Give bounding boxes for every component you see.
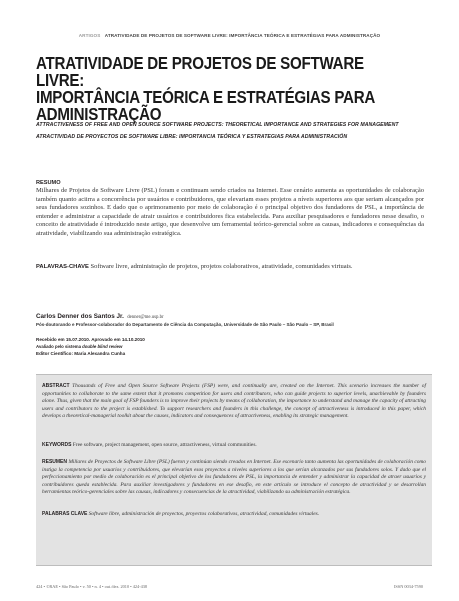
- abstract-box: [36, 374, 432, 566]
- author-line: [36, 313, 436, 322]
- title-line-1: ATRATIVIDADE DE PROJETOS DE SOFTWARE LIVRE:: [36, 53, 364, 90]
- footer-issn: ISSN 0034-7590: [393, 584, 423, 589]
- author-affiliation: Pós-doutorando e Professor-colaborador do Departamento de Ciência da Computação, Universidade de São Paulo – São Paulo – SP, Brasil: [36, 322, 334, 327]
- received-date: Recebido em 15.07.2010. Aprovado em 14.10.2010: [36, 337, 145, 342]
- resumen-text: Millares de Proyectos de Software Libre (PSL) fueron y continúan siendo creados en Internet. Ese escenario tanto aumenta las oportunidades de colaboración como instiga la competencia por usuarios y contribuidores, que elevarían esos proyectos a niveles superiores a los que serían alcanzados por sus fundadores solos. Y dado que el perfeccionamiento por medio de colaboración es el principal objetivo de los fundadores de PSL, la importancia de entender y administrar la capacidad de atraer usuarios y contribuidores queda establecida. Para auxiliar investigadores y fundadores en ese desafío, en este artículo se introduce el concepto de atractividad y se desarrollan herramientas teórico-gerenciales sobre las causas, indicadores y consecuencias de la atractividad, viabilizando su administración estratégica.: [42, 459, 426, 495]
- keywords-english: [42, 442, 426, 450]
- running-title: ATRATIVIDADE DE PROJETOS DE SOFTWARE LIVRE: IMPORTÂNCIA TEÓRICA E ESTRATÉGIAS PARA ADMINISTRAÇÃO: [104, 33, 381, 38]
- palavras-chave: [36, 263, 426, 271]
- resumen-spanish: [42, 459, 426, 497]
- palavras-chave-label: PALAVRAS-CHAVE: [36, 264, 89, 270]
- abstract-text: Thousands of Free and Open Source Software Projects (FSP) were, and continually are, created on the Internet. This scenario increases the number of opportunities to collaborate to the same extent that it promotes competition for users and contributors, who can guide projects to superior levels, unachievable by founders alone. Thus, given that the main goal of FSP founders is to improve their projects by means of collaboration, the importance to understand and manage the capacity of attracting users and contributors to the project is established. To support researchers and founders in this challenge, the concept of attractiveness is introduced in this paper, which develops a theoretical-managerial toolkit about the causes, indicators and consequences of attractiveness, enabling its strategic management.: [42, 383, 426, 419]
- resumo-heading: RESUMO: [36, 180, 61, 186]
- abstract-english: [42, 383, 426, 421]
- resumen-label: RESUMEN: [42, 459, 68, 465]
- review-type: double blind review: [82, 344, 123, 349]
- review-prefix: Avaliado pelo sistema: [36, 344, 83, 349]
- keywords-text: Free software, project management, open source, attractiveness, virtual communities.: [71, 442, 257, 448]
- palabras-clave-label: PALABRAS CLAVE: [42, 511, 88, 517]
- abstract-label: ABSTRACT: [42, 383, 70, 389]
- english-title: ATTRACTIVENESS OF FREE AND OPEN SOURCE SOFTWARE PROJECTS: THEORETICAL IMPORTANCE AND STRATEGIES FOR MANAGEMENT: [36, 122, 399, 128]
- resumo-text: Milhares de Projetos de Software Livre (PSL) foram e continuam sendo criados na Internet. Esse cenário aumenta as oportunidades de colaboração também quanto aciirra a concorrência por usuários e contribuidores, que elevariam esses projetos a níveis superiores aos que seriam alcançados por seus fundadores sozinhos. E dado que o aprimoramento por meio de colaboração é o principal objetivo dos fundadores de PSL, a importância de entender e administrar a capacidade de atrair usuários e contribuidores fica estabelecida. Para auxiliar pesquisadores e fundadores nesse desafio, o conceito de atratividade é introduzido neste artigo, que desenvolve um ferramental teórico-gerencial sobre as causas, indicadores e consequências da atratividade, viabilizando sua administração estratégica.: [36, 187, 424, 237]
- palabras-clave-text: Software libre, administración de proyectos, proyectos colaborativos, atractividad, comunidades virtuales.: [87, 511, 320, 517]
- title-line-2: IMPORTÂNCIA TEÓRICA E ESTRATÉGIAS PARA: [36, 87, 376, 107]
- title-line-3: ADMINISTRAÇÃO: [36, 104, 162, 124]
- running-header: [0, 33, 459, 38]
- spanish-title: ATRACTIVIDAD DE PROYECTOS DE SOFTWARE LIBRE: IMPORTANCIA TEÓRICA Y ESTRATEGIAS PARA ADMINISTRACIÓN: [36, 134, 348, 140]
- author-name: Carlos Denner dos Santos Jr.: [36, 313, 124, 320]
- submission-dates: [36, 336, 336, 357]
- keywords-label: KEYWORDS: [42, 442, 72, 448]
- palavras-chave-text: Software livre, administração de projetos, projetos colaborativos, atratividade, comunidades virtuais.: [90, 263, 353, 270]
- article-title: [36, 55, 380, 123]
- scientific-editor: Editor Científico: Maria Alexandra Cunha: [36, 351, 126, 356]
- section-label: ARTIGOS: [78, 33, 101, 38]
- review-note: [36, 344, 122, 349]
- author-email[interactable]: denner@me.usp.br: [127, 315, 164, 320]
- footer-citation: 424 • ©RAE • São Paulo • v. 50 • n. 4 • out./dez. 2010 • 424-438: [36, 584, 148, 589]
- palabras-clave-spanish: [42, 511, 426, 519]
